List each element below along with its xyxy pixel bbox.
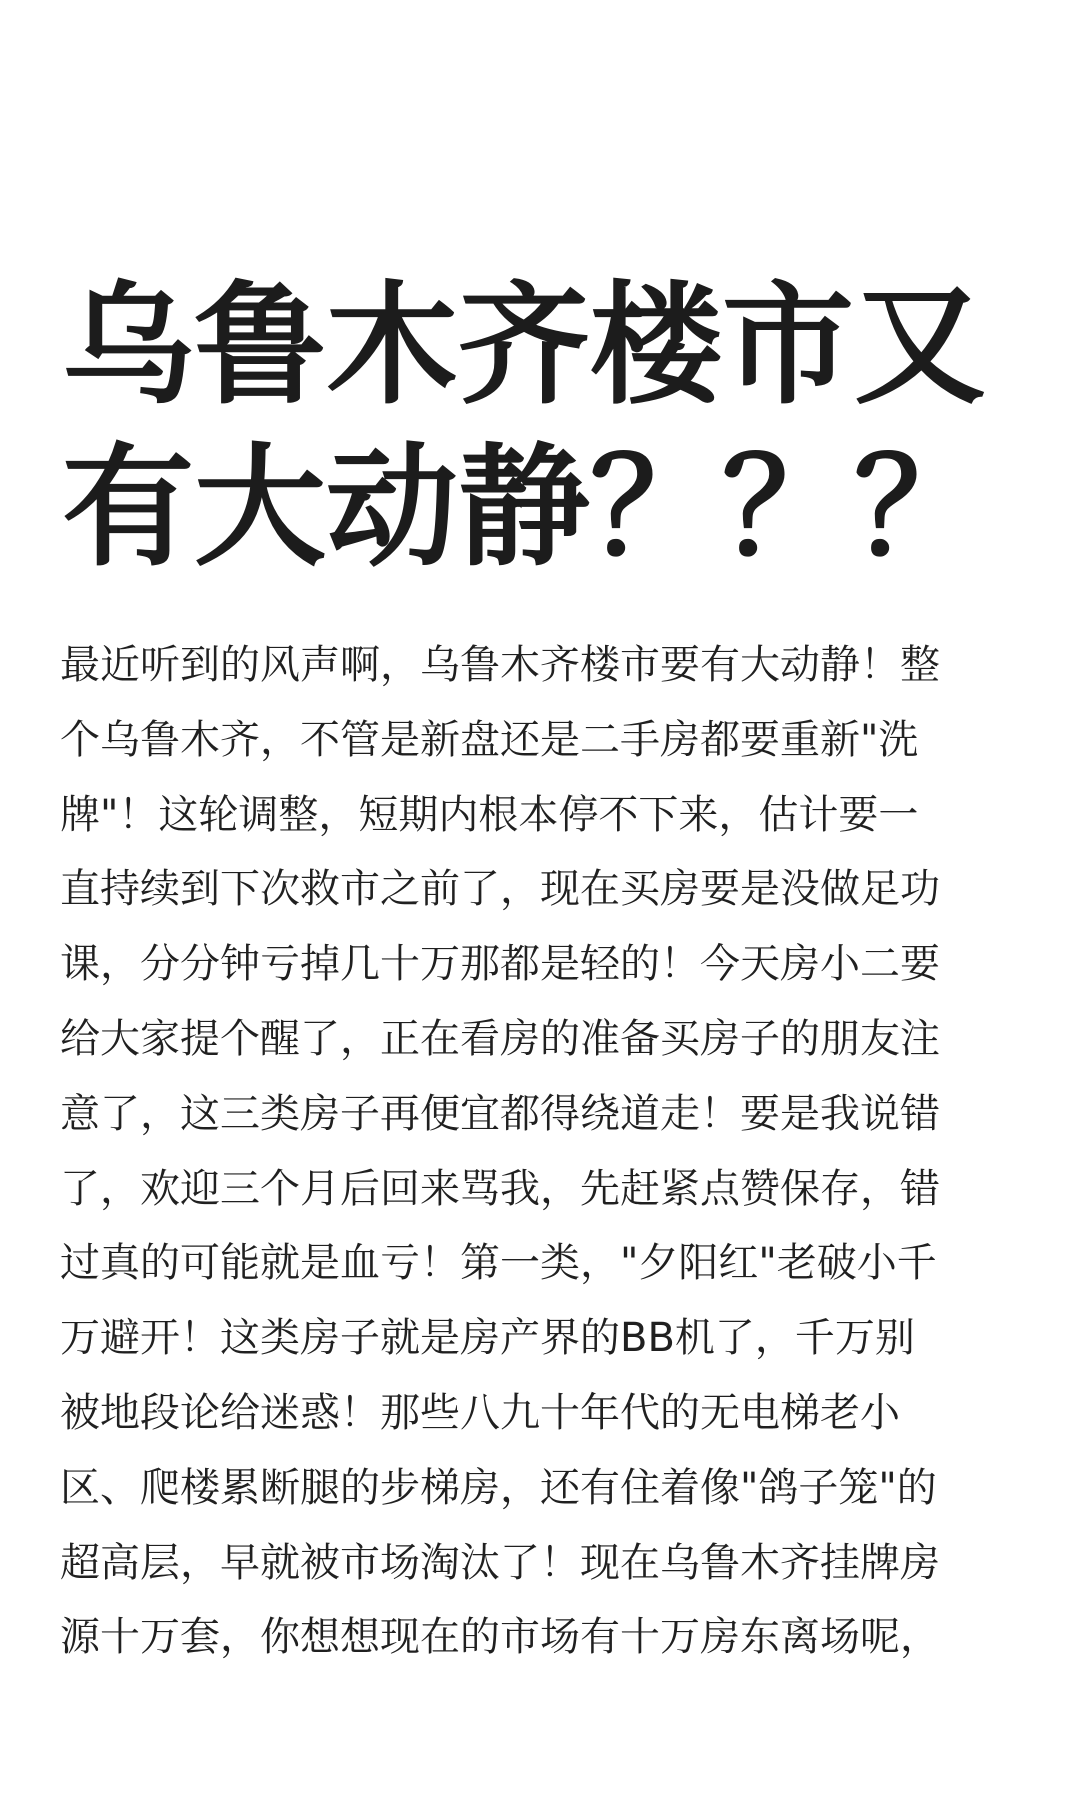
title-line: 有大动静？？？ — [62, 431, 986, 585]
body-line: 万避开！这类房子就是房产界的BB机了，千万别 — [60, 1315, 915, 1362]
article-body — [60, 628, 1040, 1675]
body-line: 个乌鲁木齐，不管是新盘还是二手房都要重新"洗 — [60, 716, 919, 763]
body-line: 过真的可能就是血亏！第一类，"夕阳红"老破小千 — [60, 1240, 937, 1287]
body-line: 被地段论给迷惑！那些八九十年代的无电梯老小 — [60, 1389, 900, 1436]
body-line: 直持续到下次救市之前了，现在买房要是没做足功 — [60, 866, 940, 913]
body-line: 源十万套，你想想现在的市场有十万房东离场呢， — [60, 1614, 940, 1661]
body-line: 最近听到的风声啊，乌鲁木齐楼市要有大动静！整 — [60, 642, 940, 688]
body-line: 牌"！这轮调整，短期内根本停不下来，估计要一 — [60, 791, 919, 838]
title-line: 乌鲁木齐楼市又 — [62, 269, 986, 423]
body-line: 意了，这三类房子再便宜都得绕道走！要是我说错 — [60, 1090, 940, 1137]
body-line: 课，分分钟亏掉几十万那都是轻的！今天房小二要 — [60, 941, 940, 988]
body-line: 超高层，早就被市场淘汰了！现在乌鲁木齐挂牌房 — [60, 1539, 940, 1586]
body-line: 了，欢迎三个月后回来骂我，先赶紧点赞保存，错 — [60, 1165, 940, 1212]
body-line: 给大家提个醒了，正在看房的准备买房子的朋友注 — [60, 1015, 940, 1062]
article-title — [62, 265, 1022, 589]
body-line: 区、爬楼累断腿的步梯房，还有住着像"鸽子笼"的 — [60, 1464, 937, 1511]
